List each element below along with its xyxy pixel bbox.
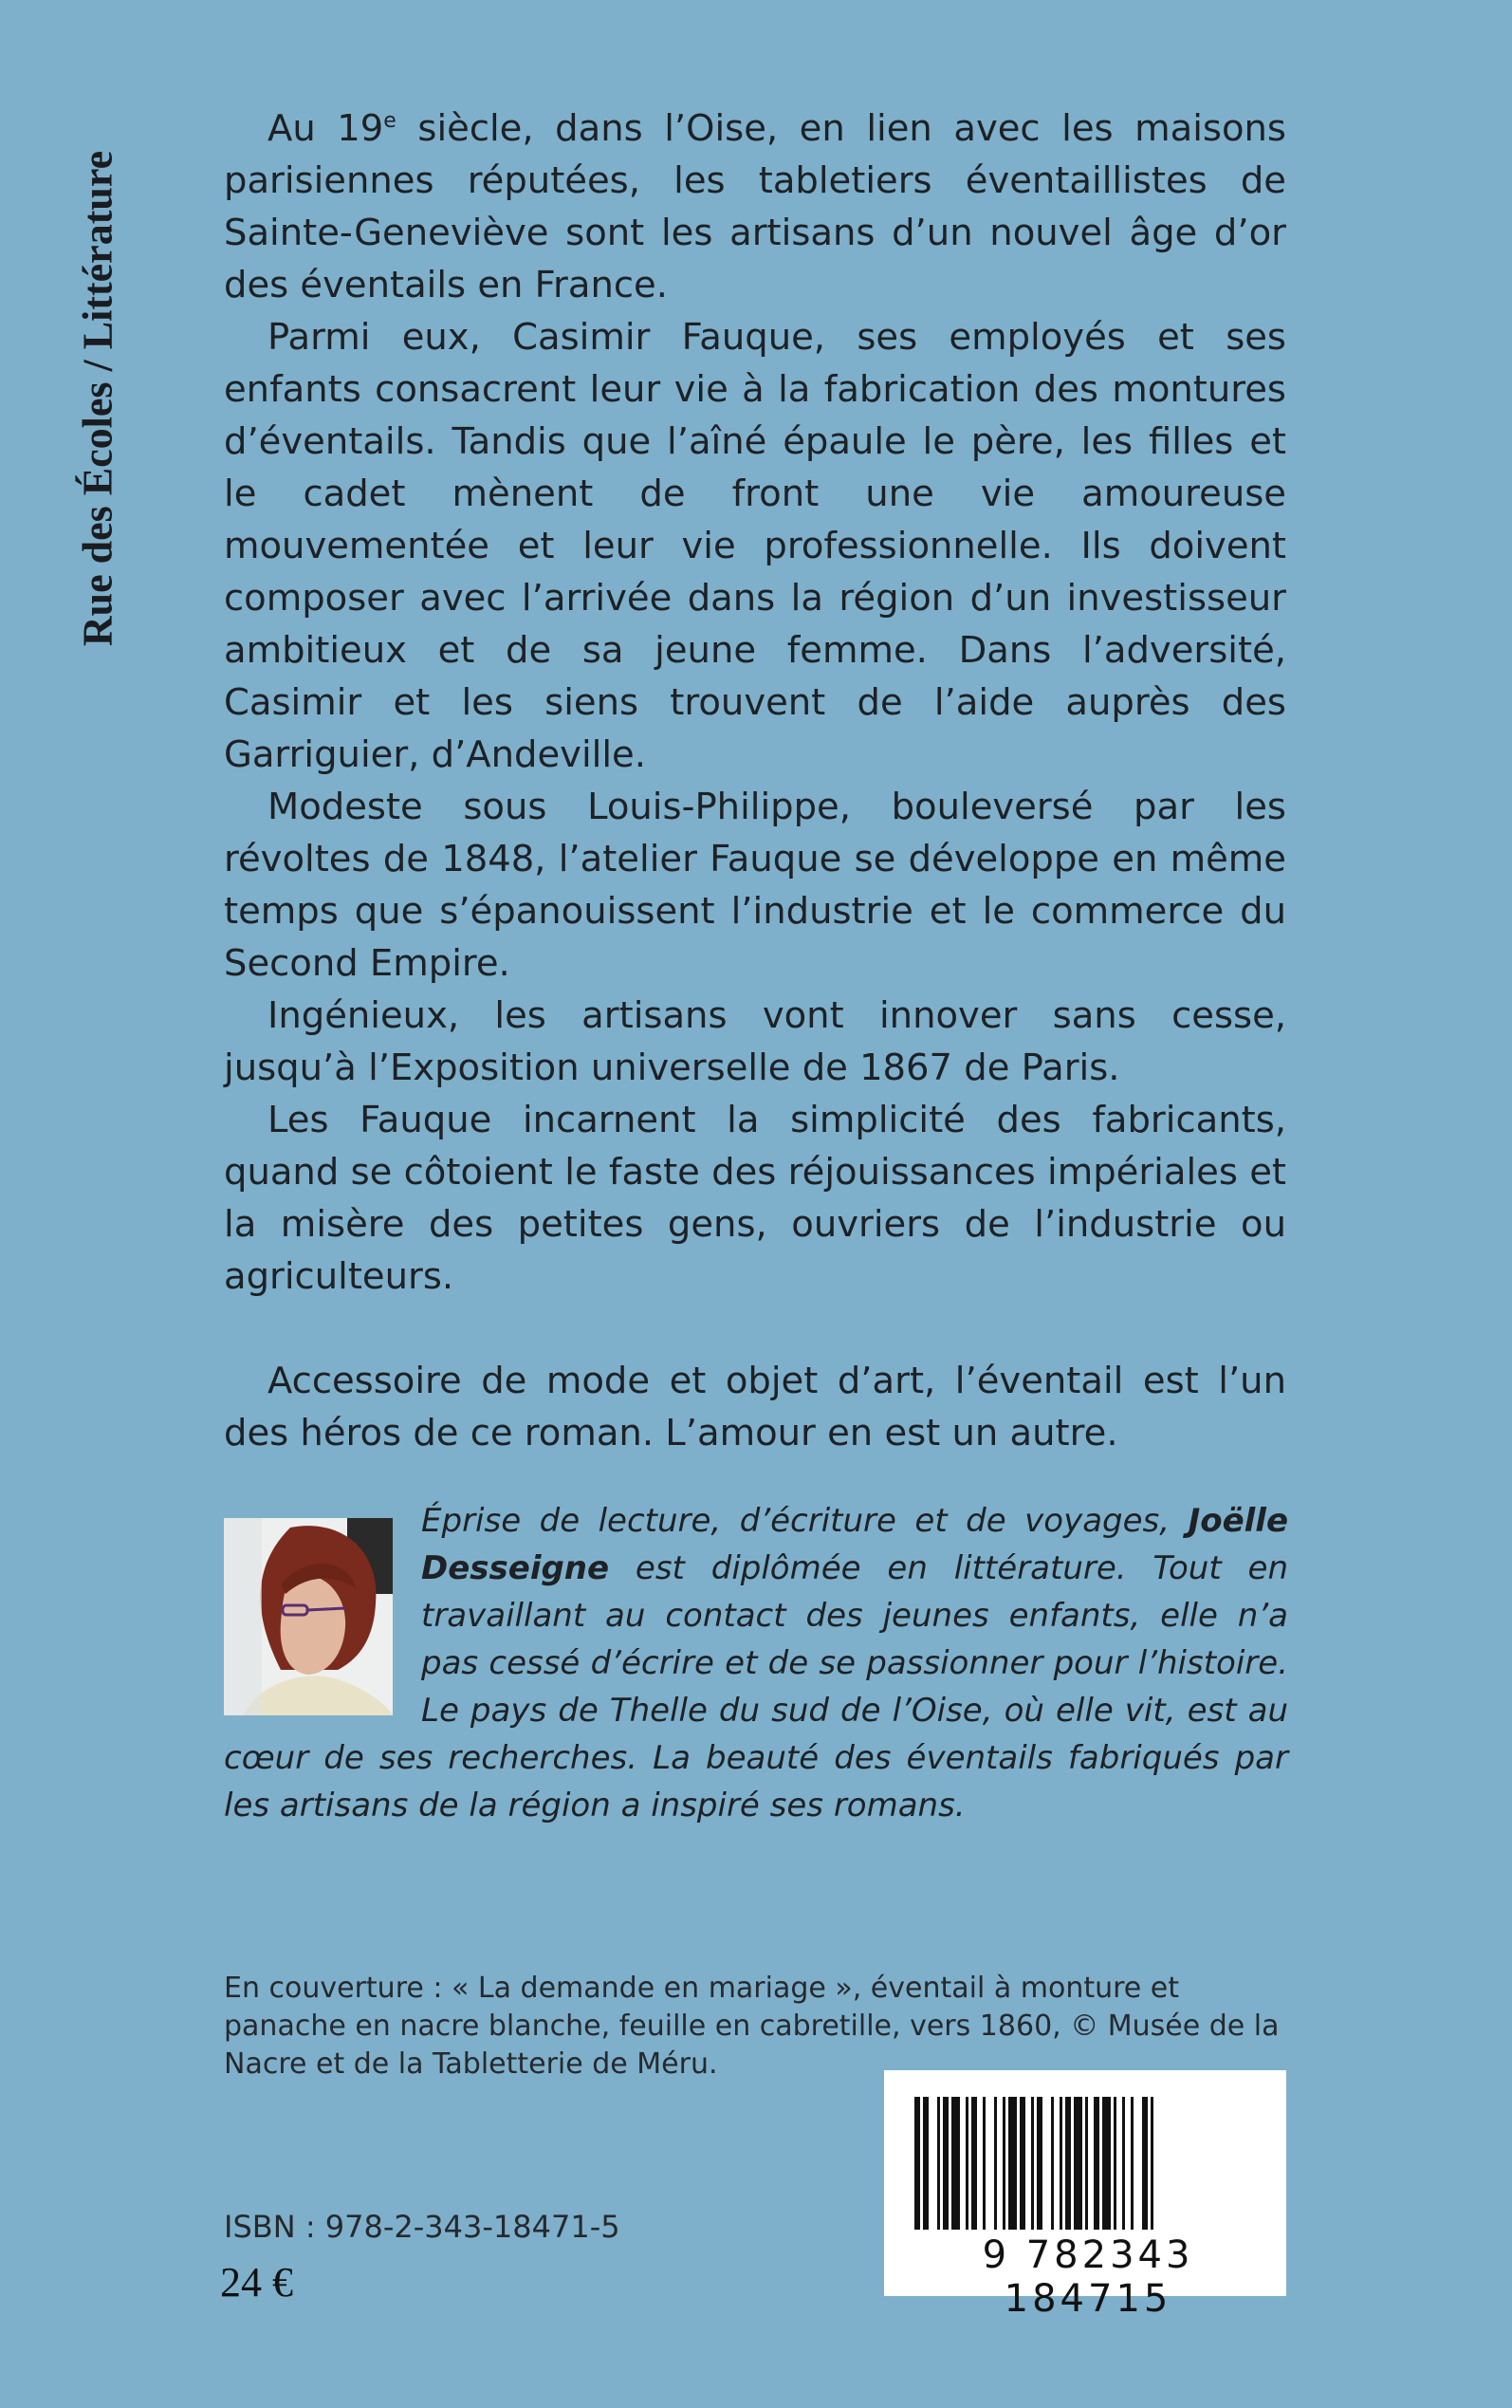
summary-paragraph: Au 19e siècle, dans l’Oise, en lien avec les maisons parisiennes réputées, les tabletiers éventaillistes de Sainte-Geneviève sont les artisans d’un nouvel âge d’or des éventails en France. [224,107,1286,306]
price: 24 € [220,2259,293,2306]
barcode-bar [1151,2097,1153,2230]
barcode-bars [914,2097,1256,2230]
cover-credit: En couverture : « La demande en mariage », éventail à monture et panache en nacre blanche, feuille en cabretille, vers 1860, © Musée de la Nacre et de la Tabletterie de Méru. [224,1972,1280,2081]
barcode-bar [1142,2097,1148,2230]
barcode-bar [1031,2097,1034,2230]
summary-paragraph: Les Fauque incarnent la simplicité des fabricants, quand se côtoient le faste des réjouissances impériales et la misère des petites gens, ouvriers de l’industrie ou agriculteurs. [224,1099,1286,1298]
barcode-bar [966,2097,968,2230]
barcode-bar [1008,2097,1017,2230]
isbn: ISBN : 978-2-343-18471-5 [224,2209,620,2245]
barcode-bar [1003,2097,1005,2230]
book-summary [224,102,1286,1459]
barcode-bar [1065,2097,1071,2230]
summary-paragraph: Ingénieux, les artisans vont innover sans cesse, jusqu’à l’Exposition universelle de 1867 de Paris. [224,994,1286,1089]
spine-label [65,109,131,688]
barcode-bar [951,2097,960,2230]
author-bio-text: Éprise de lecture, d’écriture et de voyages, Joëlle Desseigne est diplômée en littérature. Tout en travaillant au contact des jeunes enfants, elle n’a pas cessé d’écrire et de se passionner pour l’histoire. Le pays de Thelle du sud de l’Oise, où elle vit, est au cœur de ses recherches. La beauté des éventails fabriqués par les artisans de la région a inspiré ses romans. [224,1502,1288,1825]
barcode-bar [1074,2097,1082,2230]
barcode-bar [1114,2097,1116,2230]
summary-paragraph: Accessoire de mode et objet d’art, l’éventail est l’un des héros de ce roman. L’amour en est un autre. [224,1360,1286,1454]
barcode-bar [1085,2097,1088,2230]
barcode-bar [994,2097,997,2230]
barcode-bar [1051,2097,1054,2230]
barcode-bar [1102,2097,1111,2230]
author-name: Joëlle Desseigne [421,1502,1288,1587]
barcode-bar [923,2097,929,2230]
barcode-bar [937,2097,940,2230]
barcode-bar [943,2097,949,2230]
author-bio [224,1497,1288,1829]
summary-paragraph: Modeste sous Louis-Philippe, bouleversé par les révoltes de 1848, l’atelier Fauque se développe en même temps que s’épanouissent l’industrie et le commerce du Second Empire. [224,786,1286,985]
spine-label-text: Rue des Écoles / Littérature [74,150,121,647]
barcode-digits: 9 782343 184715 [982,2233,1194,2321]
barcode-bar [983,2097,986,2230]
barcode-bar [914,2097,920,2230]
barcode-bar [1020,2097,1025,2230]
barcode-bar [971,2097,977,2230]
barcode-bar [1122,2097,1125,2230]
barcode-bar [1094,2097,1099,2230]
author-photo [224,1518,393,1715]
barcode [884,2070,1286,2321]
barcode-bar [1037,2097,1042,2230]
barcode-bar [1060,2097,1062,2230]
summary-paragraph: Parmi eux, Casimir Fauque, ses employés et ses enfants consacrent leur vie à la fabrication des montures d’éventails. Tandis que l’aîné épaule le père, les filles et le cadet mènent de front une vie amoureuse mouvementée et leur vie professionnelle. Ils doivent composer avec l’arrivée dans la région d’un investisseur ambitieux et de sa jeune femme. Dans l’adversité, Casimir et les siens trouvent de l’aide auprès des Garriguier, d’Andeville. [224,316,1286,776]
barcode-bar [1131,2097,1134,2230]
